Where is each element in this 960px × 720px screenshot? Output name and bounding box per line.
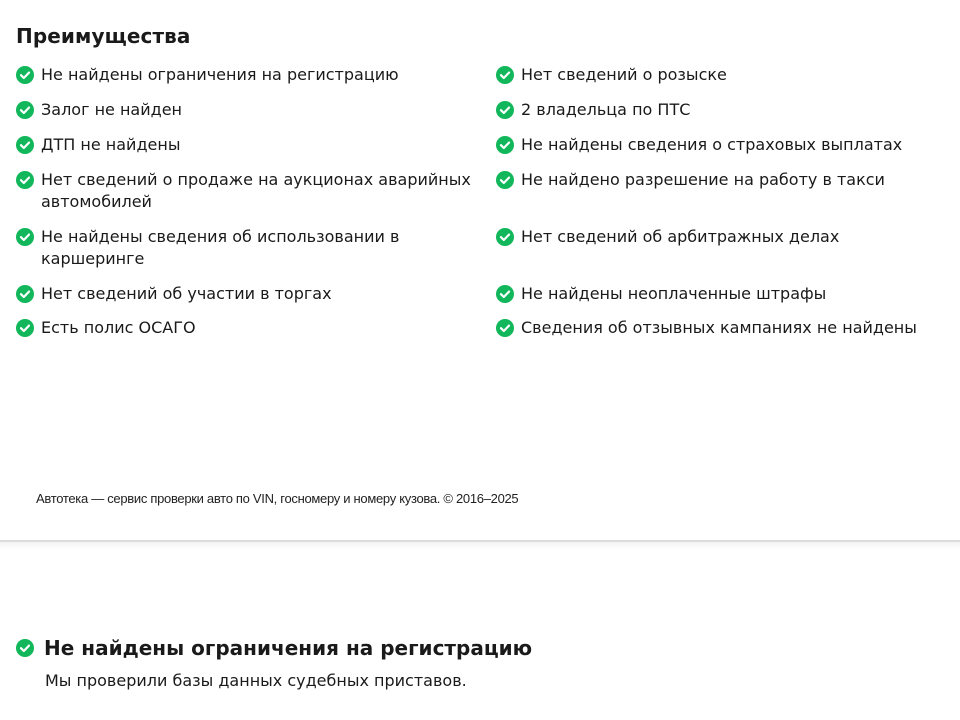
check-circle-icon (16, 136, 34, 154)
advantage-label: ДТП не найдены (41, 135, 181, 154)
advantage-label: Нет сведений о розыске (521, 65, 727, 84)
advantage-item (496, 99, 946, 121)
advantage-label: Не найдено разрешение на работу в такси (521, 170, 885, 189)
check-circle-icon (496, 171, 514, 189)
advantage-label: Залог не найден (41, 100, 182, 119)
advantage-item (496, 283, 946, 305)
advantage-label: 2 владельца по ПТС (521, 100, 691, 119)
check-circle-icon (496, 285, 514, 303)
advantage-label: Сведения об отзывных кампаниях не найдены (521, 318, 917, 337)
check-circle-icon (496, 228, 514, 246)
check-circle-icon (496, 66, 514, 84)
check-circle-icon (16, 639, 34, 657)
advantage-item (496, 226, 946, 248)
advantage-item (496, 64, 946, 86)
advantage-item (16, 64, 486, 86)
check-circle-icon (496, 136, 514, 154)
detail-title: Не найдены ограничения на регистрацию (44, 636, 533, 660)
advantage-item (16, 99, 486, 121)
advantage-label: Нет сведений об арбитражных делах (521, 227, 840, 246)
advantage-label: Не найдены сведения о страховых выплатах (521, 135, 903, 154)
advantage-label: Есть полис ОСАГО (41, 318, 196, 337)
page-divider (0, 540, 960, 550)
detail-description: Мы проверили базы данных судебных приставов. (45, 671, 467, 690)
check-circle-icon (496, 101, 514, 119)
detail-section (16, 634, 936, 692)
check-circle-icon (16, 66, 34, 84)
check-circle-icon (496, 319, 514, 337)
advantage-label: Нет сведений о продаже на аукционах аварийных автомобилей (41, 170, 471, 211)
advantage-item (16, 134, 486, 156)
advantage-label: Не найдены ограничения на регистрацию (41, 65, 399, 84)
check-circle-icon (16, 101, 34, 119)
advantage-item (496, 134, 946, 156)
advantages-title: Преимущества (16, 24, 191, 48)
check-circle-icon (16, 171, 34, 189)
check-circle-icon (16, 228, 34, 246)
advantage-item (16, 283, 486, 305)
advantage-item (496, 169, 946, 191)
advantage-label: Не найдены сведения об использовании в каршеринге (41, 227, 400, 268)
detail-header (16, 634, 936, 662)
advantage-label: Нет сведений об участии в торгах (41, 284, 332, 303)
advantage-item (16, 226, 486, 270)
check-circle-icon (16, 285, 34, 303)
advantage-item (16, 169, 486, 213)
advantages-section (16, 20, 946, 337)
check-circle-icon (16, 319, 34, 337)
advantage-item (16, 317, 486, 339)
advantage-item (496, 317, 946, 339)
footer-copyright: Автотека — сервис проверки авто по VIN, госномеру и номеру кузова. © 2016–2025 (36, 491, 519, 506)
advantage-label: Не найдены неоплаченные штрафы (521, 284, 827, 303)
